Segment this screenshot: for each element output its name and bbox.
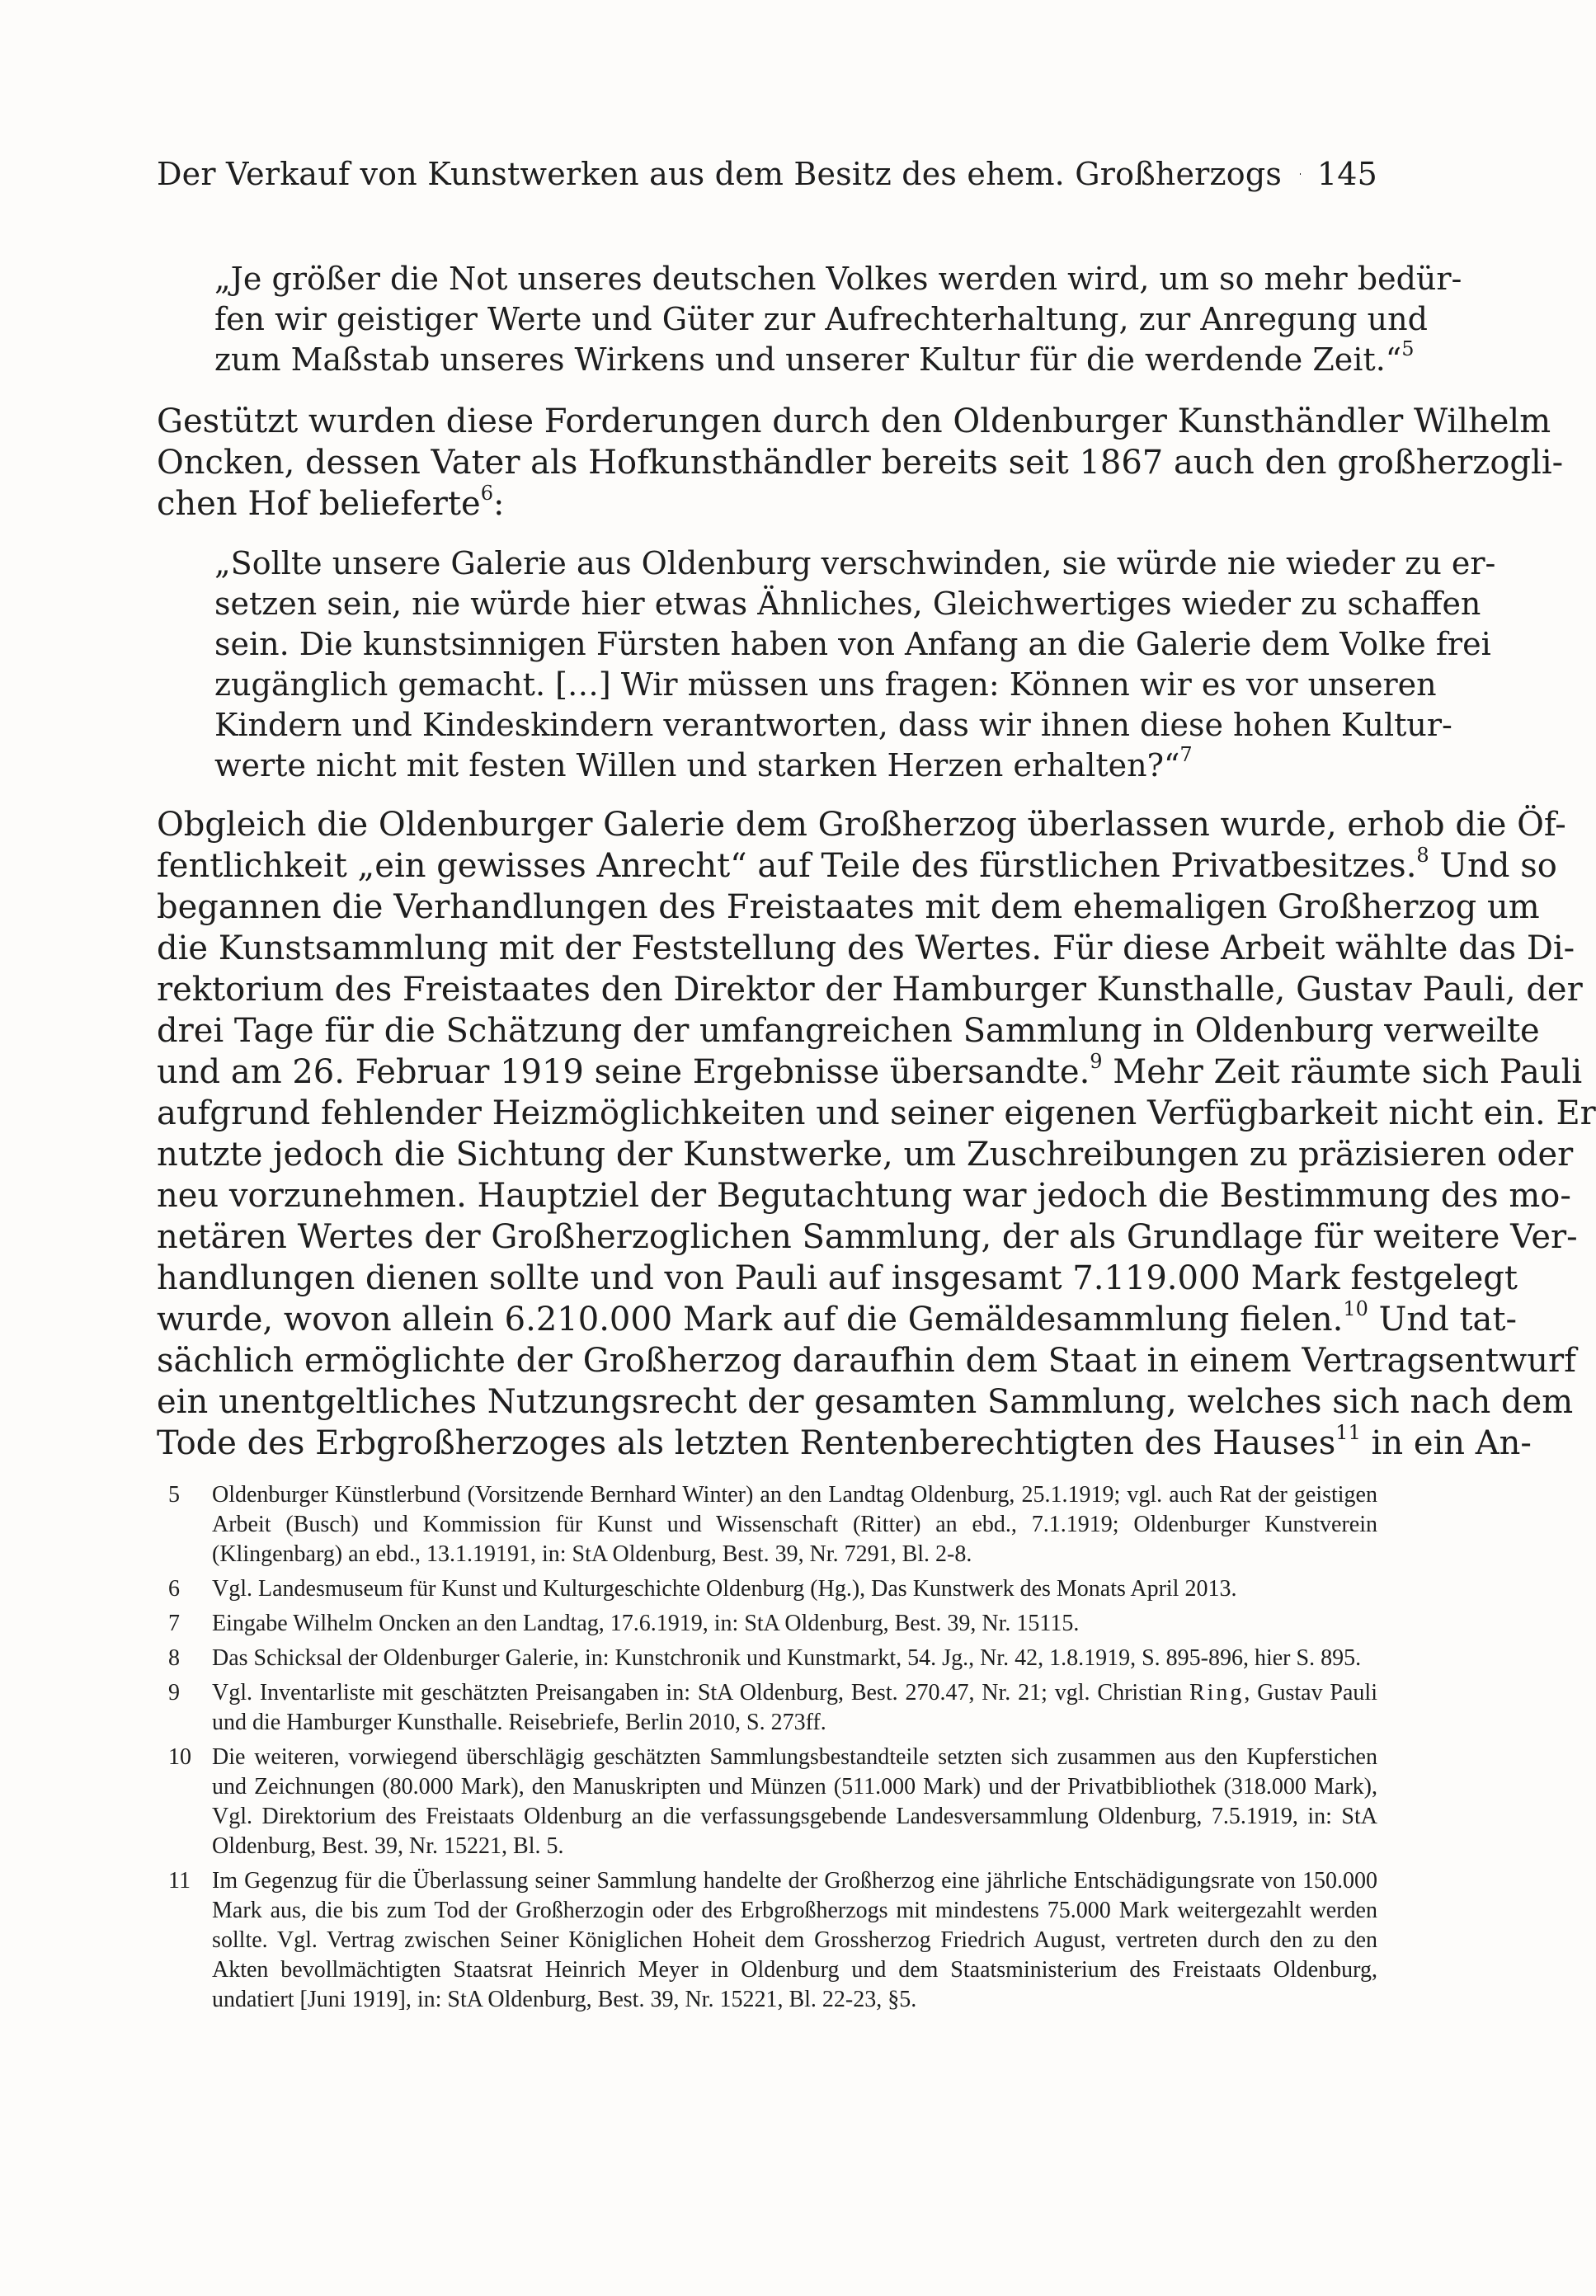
footnote-text: Im Gegenzug für die Überlassung seiner Sammlung handelte der Großherzog eine jährliche Entschädigungsrate von 150.000 Mark aus, die bis zum Tod der Großherzogin oder des Erbgroßherzogs mit mindestens 75.000 Mark weitergezahlt werden sollte. Vgl. Vertrag zwischen Seiner Königlichen Hoheit dem Grossherzog Friedrich August, vertreten durch den zu den Akten bevollmächtigten Staatsrat Heinrich Meyer in Oldenburg und dem Staatsministerium des Freistaats Oldenburg, undatiert [Juni 1919], in: StA Oldenburg, Best. 39, Nr. 15221, Bl. 22-23, §5. xyxy=(212,1868,1377,2012)
body-text: : xyxy=(492,485,505,523)
footnote-number: 9 xyxy=(168,1680,180,1706)
body-line: netären Wertes der Großherzoglichen Sammlung, der als Grundlage für weitere Ver- xyxy=(157,1218,1578,1256)
body-text: und am 26. Februar 1919 seine Ergebnisse übersandte. xyxy=(157,1053,1090,1091)
footnote-text: Oldenburger Künstlerbund (Vorsitzende Bernhard Winter) an den Landtag Oldenburg, 25.1.1919; vgl. auch Rat der geistigen Arbeit (Busch) und Kommission für Kunst und Wissenschaft (Ritter) an ebd., 7.1.1919; Oldenburger Kunstverein (Klingenbarg) an ebd., 13.1.19191, in: StA Oldenburg, Best. 39, Nr. 7291, Bl. 2-8. xyxy=(212,1482,1377,1567)
body-line: Obgleich die Oldenburger Galerie dem Großherzog überlassen wurde, erhob die Öf- xyxy=(157,806,1566,844)
footnote-8 xyxy=(157,1644,1377,1673)
body-line xyxy=(157,1050,1583,1094)
footnote-text: Die weiteren, vorwiegend überschlägig geschätzten Sammlungsbestandteile setzten sich zusammen aus den Kupferstichen und Zeichnungen (80.000 Mark), den Manuskripten und Münzen (511.000 Mark) und der Privatbibliothek (318.000 Mark), Vgl. Direktorium des Freistaats Oldenburg an die verfassungsgebende Landesversammlung Oldenburg, 7.5.1919, in: StA Oldenburg, Best. 39, Nr. 15221, Bl. 5. xyxy=(212,1744,1377,1859)
body-line: neu vorzunehmen. Hauptziel der Begutachtung war jedoch die Bestimmung des mo- xyxy=(157,1177,1571,1215)
footnote-ref-5[interactable]: 5 xyxy=(1401,337,1415,360)
footnote-text: Das Schicksal der Oldenburger Galerie, in: Kunstchronik und Kunstmarkt, 54. Jg., Nr. 42, 1.8.1919, S. 895-896, hier S. 895. xyxy=(212,1645,1362,1671)
quote-line: Kindern und Kindeskindern verantworten, dass wir ihnen diese hohen Kultur- xyxy=(214,707,1452,743)
footnote-number: 10 xyxy=(168,1744,191,1770)
quote-line: sein. Die kunstsinnigen Fürsten haben von Anfang an die Galerie dem Volke frei xyxy=(214,626,1491,662)
body-line: handlungen dienen sollte und von Pauli auf insgesamt 7.119.000 Mark festgelegt xyxy=(157,1259,1518,1297)
body-line: drei Tage für die Schätzung der umfangreichen Sammlung in Oldenburg verweilte xyxy=(157,1012,1540,1050)
footnote-11 xyxy=(157,1866,1377,2015)
footnote-ref-8[interactable]: 8 xyxy=(1416,844,1429,867)
body-line: nutzte jedoch die Sichtung der Kunstwerke, um Zuschreibungen zu präzisieren oder xyxy=(157,1136,1574,1174)
body-line xyxy=(157,483,1377,525)
quote-text: zum Maßstab unseres Wirkens und unserer Kultur für die werdende Zeit.“ xyxy=(214,341,1402,378)
quote-line: zugänglich gemacht. […] Wir müssen uns fragen: Können wir es vor unseren xyxy=(214,666,1437,703)
body-text: Und tat- xyxy=(1368,1301,1517,1339)
footnote-number: 11 xyxy=(168,1868,191,1894)
footnote-9 xyxy=(157,1678,1377,1738)
footnote-number: 8 xyxy=(168,1645,180,1671)
footnote-ref-9[interactable]: 9 xyxy=(1090,1050,1103,1073)
footnote-5 xyxy=(157,1480,1377,1569)
footnote-10 xyxy=(157,1743,1377,1861)
body-line: sächlich ermöglichte der Großherzog daraufhin dem Staat in einem Vertragsentwurf xyxy=(157,1342,1576,1380)
footnote-text-part: , Gustav Pauli und die Hamburger Kunsthalle. Reisebriefe, Berlin 2010, S. 273ff. xyxy=(212,1680,1377,1735)
footnote-text-part: Vgl. Inventarliste mit geschätzten Preisangaben in: StA Oldenburg, Best. 270.47, Nr. 21; vgl. Christian xyxy=(212,1680,1189,1706)
running-head xyxy=(157,151,1377,197)
quote-line xyxy=(214,337,1415,380)
quote-line: „Sollte unsere Galerie aus Oldenburg verschwinden, sie würde nie wieder zu er- xyxy=(214,545,1496,581)
footnote-number: 5 xyxy=(168,1482,180,1508)
quote-line: „Je größer die Not unseres deutschen Volkes werden wird, um so mehr bedür- xyxy=(214,261,1462,297)
footnote-ref-10[interactable]: 10 xyxy=(1343,1297,1368,1320)
footnote-7 xyxy=(157,1609,1377,1639)
page-number: 145 xyxy=(1316,156,1377,192)
footnote-ref-11[interactable]: 11 xyxy=(1335,1421,1361,1444)
quote-line: setzen sein, nie würde hier etwas Ähnliches, Gleichwertiges wieder zu schaffen xyxy=(214,586,1481,622)
body-text: Und so xyxy=(1429,847,1557,885)
body-text: Mehr Zeit räumte sich Pauli xyxy=(1102,1053,1583,1091)
body-line xyxy=(157,844,1557,887)
author-name: Ring xyxy=(1189,1680,1245,1706)
body-line: Gestützt wurden diese Forderungen durch den Oldenburger Kunsthändler Wilhelm xyxy=(157,402,1551,440)
body-line xyxy=(157,1297,1517,1341)
body-text: Tode des Erbgroßherzoges als letzten Rentenberechtigten des Hauses xyxy=(157,1424,1336,1462)
body-text: in ein An- xyxy=(1360,1424,1532,1462)
quote-line xyxy=(214,743,1369,786)
body-line: die Kunstsammlung mit der Feststellung des Wertes. Für diese Arbeit wählte das Di- xyxy=(157,929,1575,967)
body-text: wurde, wovon allein 6.210.000 Mark auf die Gemäldesammlung fielen. xyxy=(157,1301,1344,1339)
footnotes-section xyxy=(157,1480,1377,2015)
body-line: rektorium des Freistaates den Direktor der Hamburger Kunsthalle, Gustav Pauli, der xyxy=(157,971,1583,1009)
body-text: fentlichkeit „ein gewisses Anrecht“ auf Teile des fürstlichen Privatbesitzes. xyxy=(157,847,1417,885)
body-line: ein unentgeltliches Nutzungsrecht der gesamten Sammlung, welches sich nach dem xyxy=(157,1383,1574,1421)
footnote-text: Vgl. Landesmuseum für Kunst und Kulturgeschichte Oldenburg (Hg.), Das Kunstwerk des Monats April 2013. xyxy=(212,1576,1237,1602)
body-text: chen Hof belieferte xyxy=(157,485,481,523)
running-head-title: Der Verkauf von Kunstwerken aus dem Besitz des ehem. Großherzogs xyxy=(157,156,1283,192)
footnote-number: 7 xyxy=(168,1611,180,1636)
body-line: Oncken, dessen Vater als Hofkunsthändler bereits seit 1867 auch den großherzogli- xyxy=(157,444,1564,482)
footnote-text xyxy=(212,1678,1377,1738)
footnote-number: 6 xyxy=(168,1576,180,1602)
footnote-ref-7[interactable]: 7 xyxy=(1179,743,1193,766)
running-head-rule xyxy=(1300,173,1301,175)
quote-line: fen wir geistiger Werte und Güter zur Aufrechterhaltung, zur Anregung und xyxy=(214,301,1428,337)
footnote-6 xyxy=(157,1574,1377,1604)
body-line xyxy=(157,1421,1532,1465)
footnote-text: Eingabe Wilhelm Oncken an den Landtag, 17.6.1919, in: StA Oldenburg, Best. 39, Nr. 15115. xyxy=(212,1611,1080,1636)
body-line: begannen die Verhandlungen des Freistaates mit dem ehemaligen Großherzog um xyxy=(157,888,1540,926)
body-line: aufgrund fehlender Heizmöglichkeiten und seiner eigenen Verfügbarkeit nicht ein. Er xyxy=(157,1094,1596,1132)
quote-text: werte nicht mit festen Willen und starken Herzen erhalten?“ xyxy=(214,747,1180,783)
footnote-ref-6[interactable]: 6 xyxy=(480,482,493,505)
